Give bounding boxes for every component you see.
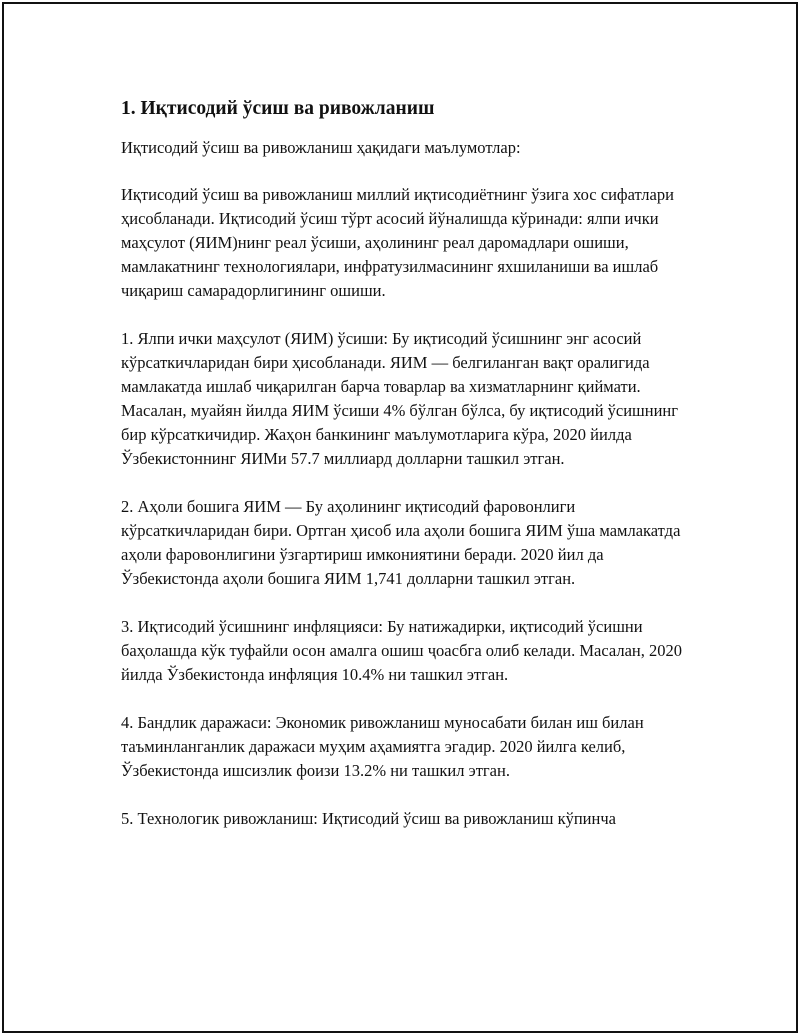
section-heading: 1. Иқтисодий ўсиш ва ривожланиш bbox=[121, 98, 435, 119]
paragraph-technology: 5. Технологик ривожланиш: Иқтисодий ўсиш ва ривожланиш кўпинча bbox=[121, 809, 616, 828]
page-frame bbox=[2, 2, 798, 1033]
intro-line: Иқтисодий ўсиш ва ривожланиш ҳақидаги маълумотлар: bbox=[121, 138, 521, 157]
paragraph-employment: 4. Бандлик даражаси: Экономик ривожланиш муносабати билан иш билан таъминланганлик даражаси муҳим аҳамиятга эгадир. 2020 йилга келиб, Ўзбекистонда ишсизлик фоизи 13.2% ни ташкил этган. bbox=[121, 713, 644, 780]
paragraph-gdp-per-capita: 2. Аҳоли бошига ЯИМ — Бу аҳолининг иқтисодий фаровонлиги кўрсаткичларидан бири. Ортган ҳисоб ила аҳоли бошига ЯИМ ўша мамлакатда аҳоли фаровонлигини ўзгартириш имкониятини беради. 2020 йил да Ўзбекистонда аҳоли бошига ЯИМ 1,741 долларни ташкил этган. bbox=[121, 497, 681, 588]
paragraph-overview: Иқтисодий ўсиш ва ривожланиш миллий иқтисодиётнинг ўзига хос сифатлари ҳисобланади. Иқтисодий ўсиш тўрт асосий йўналишда кўринади: ялпи ички маҳсулот (ЯИМ)нинг реал ўсиши, аҳолининг реал даромадлари ошиши, мамлакатнинг технологиялари, инфратузилмасининг яхшиланиши ва ишлаб чиқариш самарадорлигининг ошиши. bbox=[121, 185, 674, 300]
paragraph-gdp-growth: 1. Ялпи ички маҳсулот (ЯИМ) ўсиши: Бу иқтисодий ўсишнинг энг асосий кўрсаткичларидан бири ҳисобланади. ЯИМ — белгиланган вақт оралигида мамлакатда ишлаб чиқарилган барча товарлар ва хизматларнинг қиймати. Масалан, муайян йилда ЯИМ ўсиши 4% бўлган бўлса, бу иқтисодий ўсишнинг бир кўрсаткичидир. Жаҳон банкининг маълумотларига кўра, 2020 йилда Ўзбекистоннинг ЯИМи 57.7 миллиард долларни ташкил этган. bbox=[121, 329, 679, 468]
document-body bbox=[121, 96, 691, 855]
paragraph-inflation: 3. Иқтисодий ўсишнинг инфляцияси: Бу натижадирки, иқтисодий ўсишни баҳолашда кўк туфайли осон амалга ошиш ҷоасбга олиб келади. Масалан, 2020 йилда Ўзбекистонда инфляция 10.4% ни ташкил этган. bbox=[121, 617, 682, 684]
